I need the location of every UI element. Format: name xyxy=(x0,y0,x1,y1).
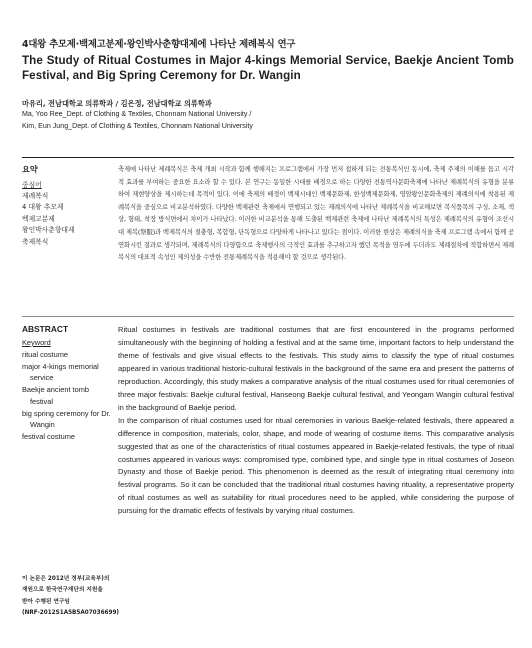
english-keyword-heading: Keyword xyxy=(22,338,51,347)
korean-abstract-text: 축제에 나타난 제례복식은 축제 개최 시작과 함께 행해지는 프로그램에서 가장 먼저 접하게 되는 전통복식인 동시에, 축제 주제의 이해를 돕고 시각적 효과를 부여하는 중요한 요소라 할 수 있다. 본 연구는 동일한 시대를 배경으로 하는 다양한 전통역사문화축제에 나타난 제례복식의 유형을 분류하여 재현양상을 제시하는데 목적이 있다. 이에 축제의 배경이 백제시대인 백제문화제, 한성백제문화제, 영암왕인문화축제의 제례의식에 착용된 제례복식을 중심으로 비교분석하였다. 다양한 백제관련 축제에서 연행되고 있는 제례의식에 나타난 제례복식을 비교해보면 복식품목의 구성, 소재, 색상, 형태, 착장 방식면에서 차이가 나타났다. 이러한 비교분석을 통해 도출된 백제관련 축제에 나타난 제례복식의 특성은 제례복식의 유형이 조선시대 제복(祭服)과 백제복식의 절충형, 복합형, 단독형으로 다양하게 나타나고 있다는 점이다. 이러한 현상은 제례의식을 축제 프로그램 속에서 함께 공연화시킨 결과로 생각되며, 제례복식의 다양함으로 축제행사의 극적인 효과를 추구하고자 했던 목적을 염두에 두더라도 제례절차에 적합하면서 제례복식의 대표적 속성인 제의성을 수반한 전통제례복식을 적용해야 할 것으로 생각된다. xyxy=(118,166,514,262)
footnote-line: 재원으로 한국연구재단의 지원을 xyxy=(22,587,103,594)
keyword-item: 4 대왕 추모제 xyxy=(22,203,64,212)
funding-footnote xyxy=(22,574,122,619)
english-keyword-list xyxy=(22,349,114,443)
authors-english-line1: Ma, Yoo Ree_Dept. of Clothing & Textiles, Chonnam National University / xyxy=(22,110,252,119)
english-abstract-text xyxy=(118,324,514,518)
english-abstract-heading: ABSTRACT xyxy=(22,324,69,334)
keyword-item: 백제고분제 xyxy=(22,214,55,223)
english-title: The Study of Ritual Costumes in Major 4-kings Memorial Service, Baekje Ancient Tomb Festival, and Big Spring Ceremony for Dr. Wangin xyxy=(22,54,514,83)
korean-abstract-heading: 요약 xyxy=(22,164,38,174)
keyword-item: major 4-kings memorial service xyxy=(22,361,99,383)
authors-korean: 마유리, 전남대학교 의류학과 / 김은정, 전남대학교 의류학과 xyxy=(22,99,212,109)
keyword-item: 제례복식 xyxy=(22,192,49,200)
keyword-item: 왕인박사춘향대제 xyxy=(22,226,75,235)
korean-keyword-list xyxy=(22,191,114,248)
authors-english-line2: Kim, Eun Jung_Dept. of Clothing & Textiles, Chonnam National University xyxy=(22,121,253,130)
section-divider xyxy=(22,316,514,317)
footnote-line: 이 논문은 2012년 정부(교육부)의 xyxy=(22,576,110,582)
keyword-item: festival costume xyxy=(22,431,75,441)
keyword-item: ritual costume xyxy=(22,350,69,359)
footnote-line: 받아 수행된 연구임 xyxy=(22,598,70,605)
korean-abstract-sidebar xyxy=(22,164,114,248)
footnote-line: (NRF-2012S1A5B5A07036699) xyxy=(22,609,120,616)
author-block xyxy=(22,98,514,131)
keyword-item: 축제복식 xyxy=(22,237,49,246)
korean-keyword-heading: 중심어 xyxy=(22,181,42,189)
korean-title: 4대왕 추모제·백제고분제·왕인박사춘향대제에 나타난 제례복식 연구 xyxy=(22,39,296,50)
abstract-paragraph: In the comparison of ritual costumes used for ritual ceremonies in various Baekje-related festivals, there appeared a difference in composition, materials, color, shape, and mode of wearing of costume items. This comparative analysis suggested that as one of the characteristics of ritual costumes appeared in Baekje-related festivals, the type of ritual costumes appeared in various ways: compromised type, combined type, and single type in ritual costumes of Joseon Dynasty and those of Baekje period. This phenomenon is deemed as the result of integrating ritual ceremony into festival programs. So it can be concluded that the traditional ritual costumes having rituality, a representative property of ritual costumes as well as suitability for ritual procedures need to be applied, while considering the purpose of pursuing for the dramatic effects of festivals by varying ritual costumes. xyxy=(118,415,514,516)
keyword-item: big spring ceremony for Dr. Wangin xyxy=(22,408,111,430)
header-divider xyxy=(22,157,514,158)
keyword-item: Baekje ancient tomb festival xyxy=(22,385,89,406)
abstract-paragraph: Ritual costumes in festivals are traditional costumes that are first encountered in the programs performed simultaneously with the beginning of holding a festival and at the same time, important factors to help understand the theme of festivals and give visual effects to the festivals. This study aims to classify the type of ritual costumes appeared in various traditional historic-cultural festivals in the background of the same era and present the patterns of reproduction. Accordingly, this study makes a comparative analysis of the ritual costumes used for ritual ceremonies of three major festivals: Baekje cultural festival, Hanseong Baekje cultural festival, and Yeongam Wangin cultural festival in the background of Baekje period. xyxy=(118,325,514,412)
english-abstract-sidebar xyxy=(22,324,114,443)
paper-page xyxy=(22,36,514,132)
